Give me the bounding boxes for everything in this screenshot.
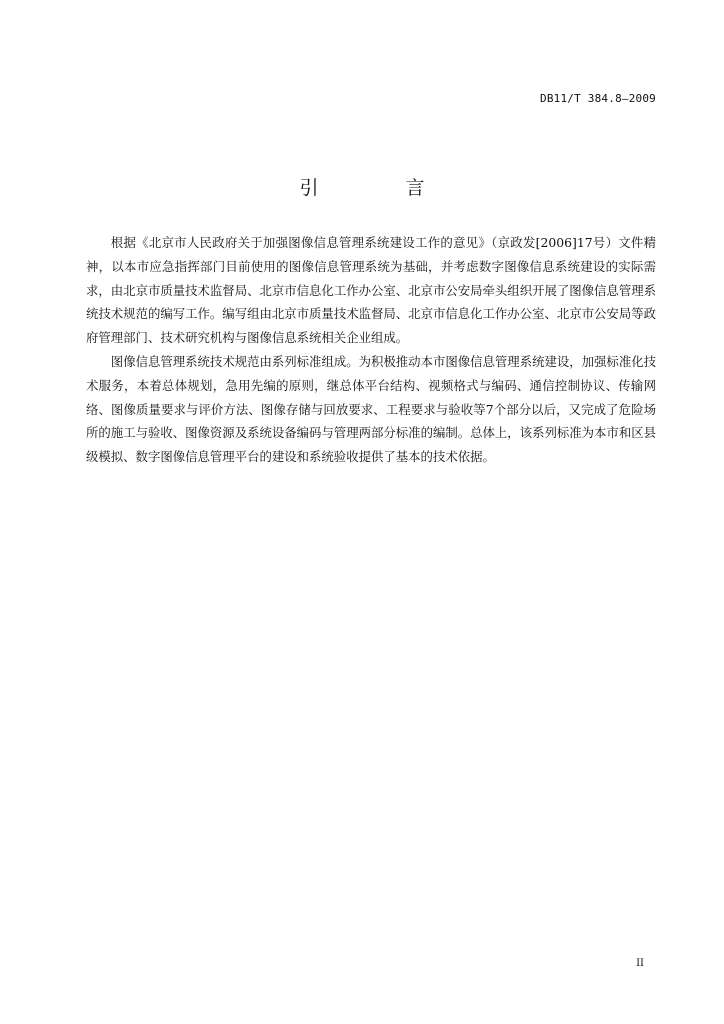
page-number: II xyxy=(636,958,644,969)
paragraph-1: 根据《北京市人民政府关于加强图像信息管理系统建设工作的意见》（京政发[2006]17号）文件精神，以本市应急指挥部门目前使用的图像信息管理系统为基础，并考虑数字图像信息系统建设的实际需求，由北京市质量技术监督局、北京市信息化工作办公室、北京市公安局牵头组织开展了图像信息管理系统技术规范的编写工作。编写组由北京市质量技术监督局、北京市信息化工作办公室、北京市公安局等政府管理部门、技术研究机构与图像信息系统相关企业组成。 xyxy=(86,235,656,346)
body-text xyxy=(86,231,656,469)
paragraph-2: 图像信息管理系统技术规范由系列标准组成。为积极推动本市图像信息管理系统建设，加强标准化技术服务，本着总体规划，急用先编的原则，继总体平台结构、视频格式与编码、通信控制协议、传输网络、图像质量要求与评价方法、图像存储与回放要求、工程要求与验收等7个部分以后，又完成了危险场所的施工与验收、图像资源及系统设备编码与管理两部分标准的编制。总体上，该系列标准为本市和区县级模拟、数字图像信息管理平台的建设和系统验收提供了基本的技术依据。 xyxy=(86,353,656,465)
standard-number: DB11/T 384.8—2009 xyxy=(540,92,656,105)
page-title: 引 言 xyxy=(299,176,459,199)
